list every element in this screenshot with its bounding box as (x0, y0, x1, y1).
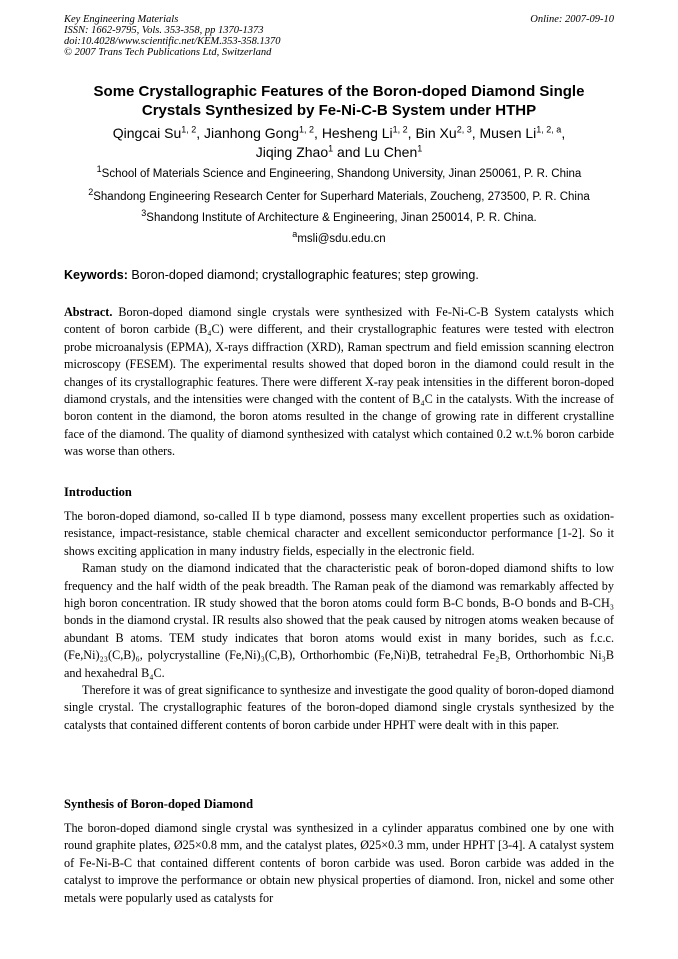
author: Qingcai Su$^{1, 2}$, (112, 124, 205, 141)
abstract-text: Boron-doped diamond single crystals were synthesized with Fe-Ni-C-B System catalysts which content of boron carbide (B₄C) were different, and their crystallographic features were tested with electron probe microanalysis (EPMA), X-rays diffraction (XRD), Raman spectrum and field emission scanning electron microscopy (FESEM). The experimental results showed that doped boron in the diamond could result in the changes of its crystallographic features. There were different X-ray peak intensities in the different boron-doped diamond crystals, and the intensities were changed with the content of B₄C in the catalysts. With the increase of boron content in the diamond, the boron atoms resulted in the change of growing rate in different crystalline face of the diamond. The quality of diamond synthesized with catalyst which contained 0.2 w.t.% boron carbide was worse than others. (64, 305, 614, 459)
copyright-line: © 2007 Trans Tech Publications Ltd, Switzerland (64, 47, 272, 58)
title-line-2: Crystals Synthesized by Fe-Ni-C-B System under HTHP (141, 102, 537, 119)
paragraph: Raman study on the diamond indicated that the characteristic peak of boron-doped diamond shifts to low frequency and the half width of the peak breadth. The Raman peak of the diamond was remarkably affected by high boron concentration. IR study showed that the boron atoms could form B-C bonds, B-O bonds and B-CH₃ bonds in the diamond crystal. IR results also showed that the peak caused by nitrogen atoms weaken because of abundant B atoms. TEM study indicates that boron atoms would exist in many borides, such as f.c.c. (Fe,Ni)₂₃(C,B)₆, polycrystalline (Fe,Ni)₃(C,B), Orthorhombic (Fe,Ni)B, tetrahedral Fe₂B, Orthorhombic Ni₃B and hexahedral B₄C. (64, 561, 614, 680)
synthesis-body (64, 820, 614, 907)
online-date: Online: 2007-09-10 (530, 14, 614, 25)
paper-title (40, 82, 638, 120)
author: Bin Xu$^{2, 3}$, (415, 124, 480, 141)
introduction-body (64, 508, 614, 734)
affiliation-2: $^2$Shandong Engineering Research Center for Superhard Materials, Zoucheng, 273500, P. R. China (88, 187, 590, 203)
journal-name: Key Engineering Materials (64, 14, 179, 25)
title-line-1: Some Crystallographic Features of the Boron-doped Diamond Single (93, 83, 585, 100)
author: Musen Li$^{1, 2, a}$, (479, 124, 566, 141)
journal-header (64, 14, 614, 58)
corresponding-email: $^a$msli@sdu.edu.cn (292, 229, 386, 245)
author: Lu Chen$^1$ (364, 143, 423, 160)
author: Hesheng Li$^{1, 2}$, (321, 124, 416, 141)
section-heading-introduction: Introduction (64, 485, 132, 499)
paragraph: Therefore it was of great significance to synthesize and investigate the good quality of boron-doped diamond single crystal. The crystallographic features of the boron-doped diamond single crystals synthesized by the catalysts that contained different contents of boron carbide under HPHT were dealt with in this paper. (64, 683, 614, 732)
keywords (64, 267, 614, 283)
issn-line: ISSN: 1662-9795, Vols. 353-358, pp 1370-1373 (64, 25, 264, 36)
doi-line: doi:10.4028/www.scientific.net/KEM.353-358.1370 (64, 36, 281, 47)
abstract (64, 304, 614, 461)
keywords-text: Boron-doped diamond; crystallographic features; step growing. (131, 268, 479, 282)
affiliation-1: $^1$School of Materials Science and Engineering, Shandong University, Jinan 250061, P. R. China (96, 164, 582, 180)
affiliation-3: $^3$Shandong Institute of Architecture & Engineering, Jinan 250014, P. R. China. (141, 208, 537, 224)
paragraph: The boron-doped diamond single crystal was synthesized in a cylinder apparatus combined one by one with round graphite plates, Ø25×0.8 mm, and the catalyst plates, Ø25×0.3 mm, under HPHT [3-4]. A catalyst system of Fe-Ni-B-C that contained different contents of boron carbide was used. Boron carbide was added in the catalyst to improve the performance or obtain new physical properties of diamond. Iron, nickel and some other metals were popularly used as catalysts for (64, 821, 614, 905)
section-heading-synthesis: Synthesis of Boron-doped Diamond (64, 797, 254, 811)
abstract-label: Abstract. (64, 305, 113, 319)
keywords-label: Keywords: (64, 268, 128, 282)
author-list (40, 124, 638, 162)
paragraph: The boron-doped diamond, so-called II b type diamond, possess many excellent properties such as oxidation-resistance, impact-resistance, stable chemical character and excellent semiconductor performance [1-2]. So it shows exciting application in many industry fields, especially in the electronic field. (64, 509, 614, 558)
author: Jianhong Gong$^{1, 2}$, (204, 124, 322, 141)
author: Jiqing Zhao$^1$ and (255, 143, 365, 160)
